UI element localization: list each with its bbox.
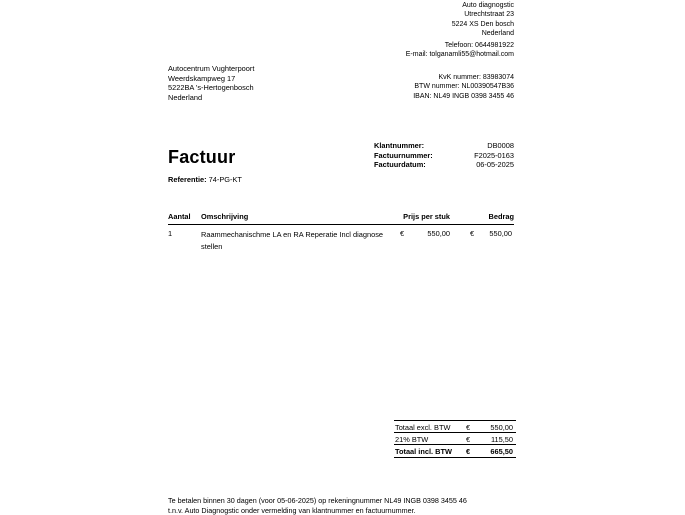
recipient-country: Nederland	[168, 92, 203, 102]
header-qty: Aantal	[168, 212, 191, 221]
invoice-lines-table	[168, 210, 514, 257]
recipient-city: 5222BA 's-Hertogenbosch	[168, 83, 254, 93]
totals-block	[394, 420, 516, 458]
recipient-street: Weerdskampweg 17	[168, 73, 236, 83]
row-price-currency: €	[400, 229, 405, 238]
totals-row-vat	[394, 432, 516, 444]
invoice-meta	[374, 141, 514, 170]
vat-label: 21% BTW	[395, 435, 429, 445]
table-header	[168, 210, 514, 225]
row-qty: 1	[168, 229, 173, 238]
invoice-number-value: F2025-0163	[474, 150, 514, 160]
row-amount-currency: €	[470, 229, 475, 238]
row-description: Raammechanischme LA en RA Reperatie Incl diagnose stellen	[201, 230, 383, 251]
sender-contact	[406, 41, 514, 60]
sender-country: Nederland	[481, 30, 514, 38]
btw-number: BTW nummer: NL00390547B36	[414, 83, 514, 91]
total-excl-currency: €	[466, 423, 471, 432]
reference	[168, 175, 242, 184]
total-excl-label: Totaal excl. BTW	[395, 423, 451, 432]
header-unit-price: Prijs per stuk	[403, 212, 450, 221]
sender-email: E-mail: tolganamli55@hotmail.com	[405, 51, 514, 59]
payment-terms-line-1: Te betalen binnen 30 dagen (voor 05-06-2025) op rekeningnummer NL49 INGB 0398 3455 46	[168, 496, 467, 505]
meta-row-invoice	[374, 151, 514, 161]
reference-value: 74-PG-KT	[208, 175, 242, 184]
total-incl-label: Totaal incl. BTW	[395, 447, 452, 457]
invoice-date-label: Factuurdatum:	[374, 160, 426, 170]
payment-terms-line-2: t.n.v. Auto Diagnogstic onder vermelding van klantnummer en factuurnummer.	[168, 505, 416, 515]
vat-currency: €	[466, 435, 471, 445]
total-excl-value: 550,00	[490, 423, 513, 432]
totals-row-excl	[394, 421, 516, 432]
company-identifiers	[413, 73, 514, 101]
invoice-number-label: Factuurnummer:	[374, 150, 433, 160]
header-amount: Bedrag	[488, 212, 514, 221]
total-incl-value: 665,50	[490, 447, 513, 457]
sender-street: Utrechtstraat 23	[464, 11, 514, 19]
sender-address	[452, 1, 514, 39]
meta-row-customer	[374, 141, 514, 151]
recipient-name: Autocentrum Vughterpoort	[168, 64, 255, 73]
header-description: Omschrijving	[201, 212, 249, 221]
total-incl-currency: €	[466, 447, 471, 457]
vat-value: 115,50	[490, 435, 513, 445]
iban-number: IBAN: NL49 INGB 0398 3455 46	[413, 92, 514, 100]
meta-row-date	[374, 160, 514, 170]
customer-number-value: DB0008	[487, 141, 514, 150]
table-row	[168, 225, 514, 257]
customer-number-label: Klantnummer:	[374, 141, 425, 150]
row-amount: 550,00	[489, 229, 512, 238]
sender-city: 5224 XS Den bosch	[451, 20, 514, 28]
payment-terms	[168, 496, 467, 515]
kvk-number: KvK nummer: 83983074	[438, 74, 514, 81]
recipient-address	[168, 64, 254, 102]
invoice-date-value: 06-05-2025	[476, 160, 514, 170]
totals-row-incl	[394, 444, 516, 458]
sender-phone: Telefoon: 0644981922	[444, 42, 514, 49]
sender-name: Auto diagnogstic	[462, 2, 514, 9]
document-title: Factuur	[168, 147, 236, 167]
reference-label: Referentie:	[168, 175, 207, 184]
row-unit-price: 550,00	[427, 229, 450, 238]
